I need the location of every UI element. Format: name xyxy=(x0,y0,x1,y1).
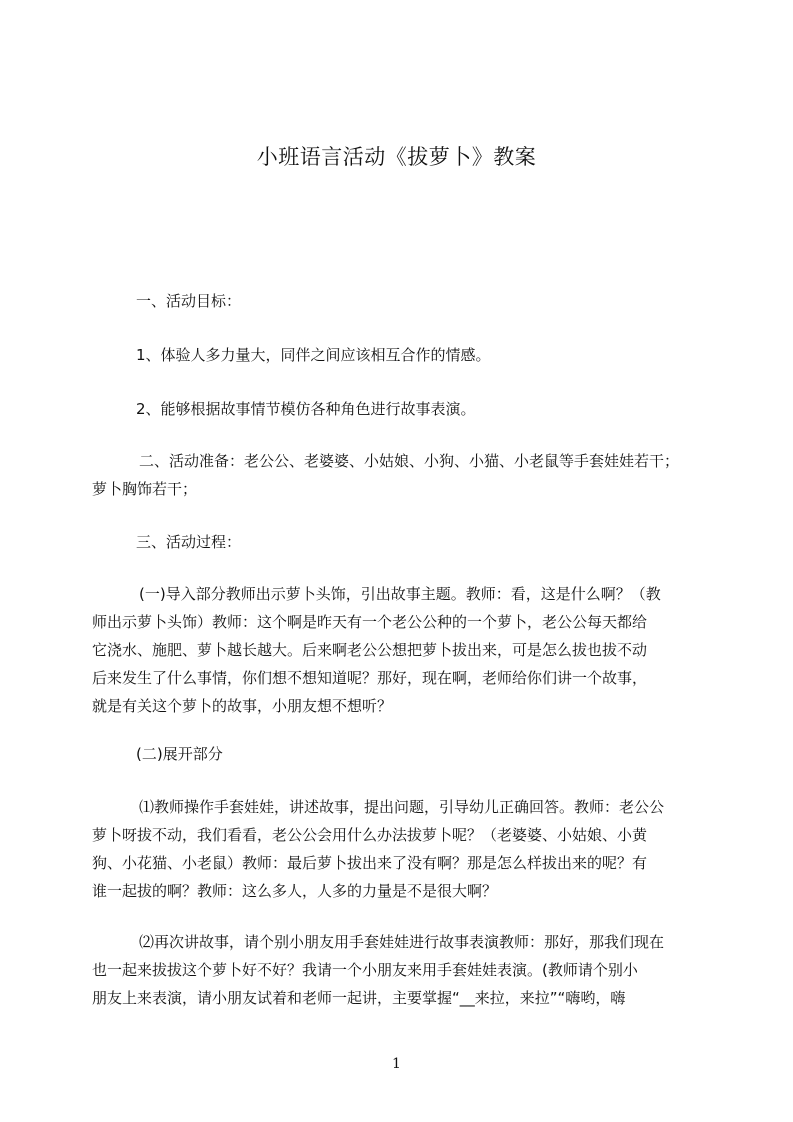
text-line: 谁一起拔的啊？教师：这么多人，人多的力量是不是很大啊？ xyxy=(92,882,498,900)
text-line: 1、体验人多力量大，同伴之间应该相互合作的情感。 xyxy=(136,346,491,364)
text-line: 二、活动准备：老公公、老婆婆、小姑娘、小狗、小猫、小老鼠等手套娃娃若干； xyxy=(139,452,680,470)
paragraph-story-telling xyxy=(92,793,732,905)
paragraph-intro xyxy=(92,580,732,720)
text-line: 也一起来拔拔这个萝卜好不好？我请一个小朋友来用手套娃娃表演。(教师请个别小 xyxy=(92,961,638,979)
text-line: 萝卜胸饰若干； xyxy=(92,480,198,498)
section-heading-process xyxy=(92,528,732,556)
text-line: 师出示萝卜头饰）教师：这个啊是昨天有一个老公公种的一个萝卜，老公公每天都给 xyxy=(92,613,648,631)
text-line: 2、能够根据故事情节模仿各种角色进行故事表演。 xyxy=(136,400,476,418)
text-line: (二)展开部分 xyxy=(136,745,223,763)
text-line: ⑵再次讲故事，请个别小朋友用手套娃娃进行故事表演教师：那好，那我们现在 xyxy=(139,933,665,951)
text-line: 朋友上来表演，请小朋友试着和老师一起讲，主要掌握“__来拉，来拉”“嗨哟，嗨 xyxy=(92,989,626,1007)
section-heading-preparation xyxy=(92,447,732,503)
goal-item-2 xyxy=(92,395,732,423)
text-line: 狗、小花猫、小老鼠）教师：最后萝卜拔出来了没有啊？那是怎么样拔出来的呢？有 xyxy=(92,854,648,872)
document-title: 小班语言活动《拔萝卜》教案 xyxy=(256,145,537,169)
text-line: ⑴教师操作手套娃娃，讲述故事，提出问题，引导幼儿正确回答。教师：老公公 xyxy=(139,798,665,816)
goal-item-1 xyxy=(92,341,732,369)
text-line: 后来发生了什么事情，你们想不想知道呢？那好，现在啊，老师给你们讲一个故事， xyxy=(92,669,648,687)
text-line: 三、活动过程： xyxy=(136,533,242,551)
section-heading-goals xyxy=(92,287,732,315)
paragraph-performance xyxy=(92,928,732,1012)
text-line: 就是有关这个萝卜的故事，小朋友想不想听？ xyxy=(92,697,393,715)
text-line: 一、活动目标： xyxy=(136,292,242,310)
text-line: 它浇水、施肥、萝卜越长越大。后来啊老公公想把萝卜拔出来，可是怎么拔也拔不动 xyxy=(92,641,648,659)
page-number: 1 xyxy=(392,1056,401,1072)
text-line: 萝卜呀拔不动，我们看看，老公公会用什么办法拔萝卜呢？（老婆婆、小姑娘、小黄 xyxy=(92,826,648,844)
subheading-development xyxy=(92,740,732,768)
text-line: (一)导入部分教师出示萝卜头饰，引出故事主题。教师：看，这是什么啊？（教 xyxy=(139,585,661,603)
